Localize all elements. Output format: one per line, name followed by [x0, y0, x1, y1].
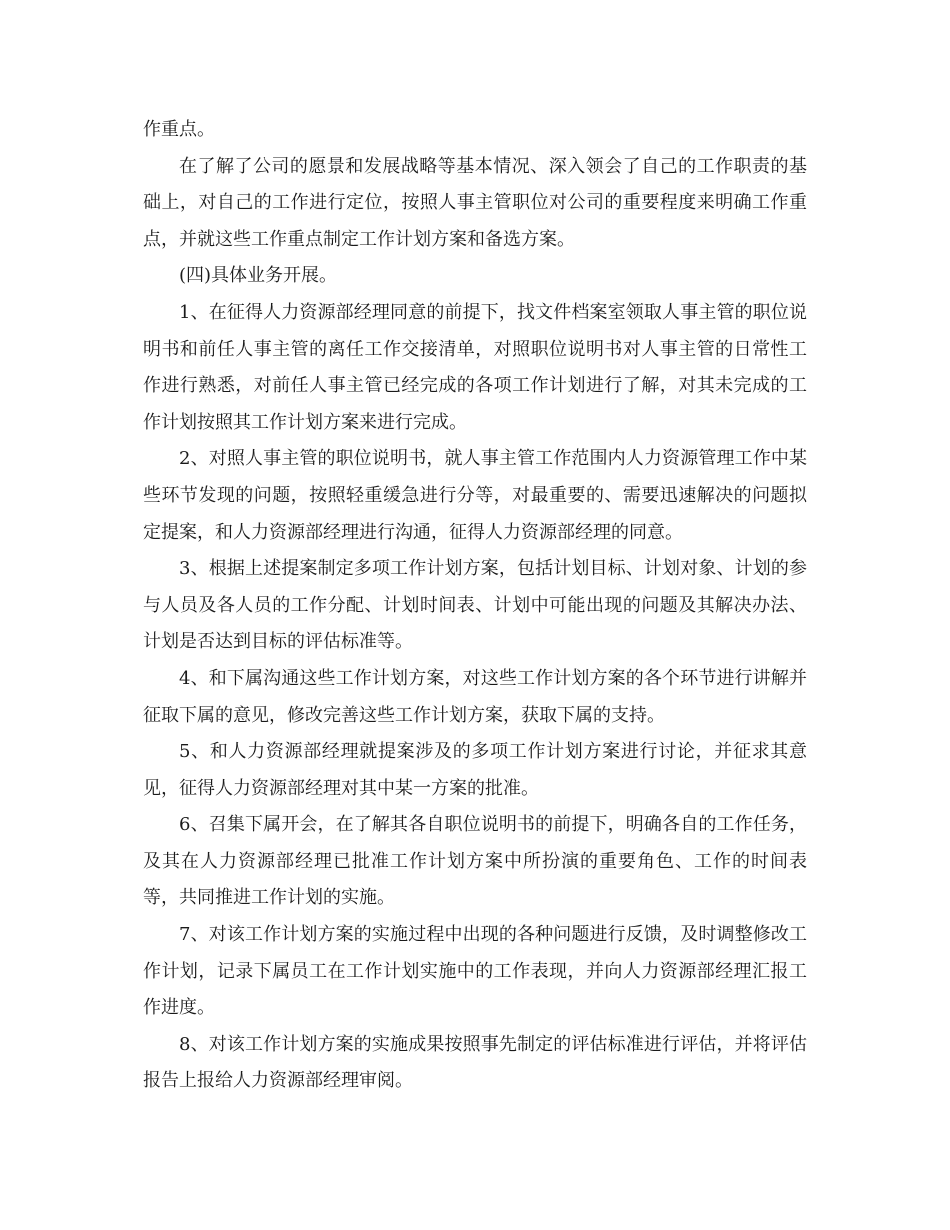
list-item-1: 1、在征得人力资源部经理同意的前提下，找文件档案室领取人事主管的职位说明书和前任人事主管的离任工作交接清单，对照职位说明书对人事主管的日常性工作进行熟悉，对前任人事主管已经完成的各项工作计划进行了解，对其未完成的工作计划按照其工作计划方案来进行完成。 [143, 301, 807, 433]
section-heading-business: (四)具体业务开展。 [179, 265, 338, 287]
list-item-8: 8、对该工作计划方案的实施成果按照事先制定的评估标准进行评估，并将评估报告上报给人力资源部经理审阅。 [143, 1033, 807, 1092]
list-item-6: 6、召集下属开会，在了解其各自职位说明书的前提下，明确各自的工作任务，及其在人力资源部经理已批准工作计划方案中所扮演的重要角色、工作的时间表等，共同推进工作计划的实施。 [143, 814, 807, 909]
paragraph-positioning: 在了解了公司的愿景和发展战略等基本情况、深入领会了自己的工作职责的基础上，对自己的工作进行定位，按照人事主管职位对公司的重要程度来明确工作重点，并就这些工作重点制定工作计划方案和备选方案。 [143, 155, 807, 250]
list-item-2: 2、对照人事主管的职位说明书，就人事主管工作范围内人力资源管理工作中某些环节发现的问题，按照轻重缓急进行分等，对最重要的、需要迅速解决的问题拟定提案，和人力资源部经理进行沟通，征得人力资源部经理的同意。 [143, 448, 807, 543]
list-item-4: 4、和下属沟通这些工作计划方案，对这些工作计划方案的各个环节进行讲解并征取下属的意见，修改完善这些工作计划方案，获取下属的支持。 [143, 667, 807, 726]
list-item-7: 7、对该工作计划方案的实施过程中出现的各种问题进行反馈，及时调整修改工作计划，记录下属员工在工作计划实施中的工作表现，并向人力资源部经理汇报工作进度。 [143, 924, 807, 1019]
list-item-5: 5、和人力资源部经理就提案涉及的多项工作计划方案进行讨论，并征求其意见，征得人力资源部经理对其中某一方案的批准。 [143, 741, 807, 799]
list-item-3: 3、根据上述提案制定多项工作计划方案，包括计划目标、计划对象、计划的参与人员及各人员的工作分配、计划时间表、计划中可能出现的问题及其解决办法、计划是否达到目标的评估标准等。 [143, 558, 807, 653]
paragraph-continuation: 作重点。 [143, 119, 215, 140]
document-body [143, 112, 807, 1100]
